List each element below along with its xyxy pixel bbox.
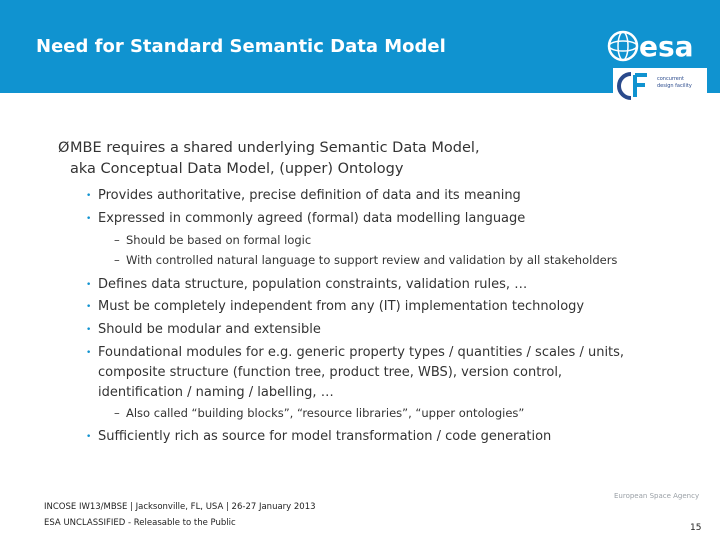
dash-icon: – <box>114 406 120 420</box>
cdf-logo-line2: design facility <box>657 83 692 89</box>
list-item <box>86 343 641 403</box>
arrow-bullet-icon: Ø <box>58 140 70 156</box>
sub-list-item <box>114 252 674 268</box>
cdf-logo-line1: concurrent <box>657 76 685 82</box>
sub-list-item-text: Also called “building blocks”, “resource libraries”, “upper ontologies” <box>126 406 525 420</box>
main-bullet <box>58 138 578 180</box>
list-item-text: Provides authoritative, precise definition of data and its meaning <box>98 188 521 203</box>
bullet-icon: • <box>86 302 92 312</box>
footer-event: INCOSE IW13/MBSE | Jacksonville, FL, USA | 26-27 January 2013 <box>44 502 316 512</box>
list-item-text: Defines data structure, population constraints, validation rules, … <box>98 277 528 292</box>
sub-list-item-text: Should be based on formal logic <box>126 233 312 247</box>
sub-list-item-text: With controlled natural language to support review and validation by all stakeholders <box>126 253 618 267</box>
esa-logo-text: esa <box>639 30 694 63</box>
list-item <box>86 275 646 295</box>
bullet-icon: • <box>86 214 92 224</box>
page-number: 15 <box>690 523 702 533</box>
list-item-text: Expressed in commonly agreed (formal) data modelling language <box>98 211 526 226</box>
footer-classification: ESA UNCLASSIFIED - Releasable to the Public <box>44 518 236 528</box>
list-item <box>86 427 646 447</box>
list-item-text: Should be modular and extensible <box>98 322 321 337</box>
list-item-text: Sufficiently rich as source for model transformation / code generation <box>98 429 552 444</box>
sub-list-item <box>114 232 674 248</box>
list-item <box>86 297 646 317</box>
list-item <box>86 320 646 340</box>
footer-agency-name: European Space Agency <box>614 492 700 500</box>
list-item <box>86 209 646 229</box>
bullet-icon: • <box>86 280 92 290</box>
list-item <box>86 186 646 206</box>
dash-icon: – <box>114 233 120 247</box>
bullet-icon: • <box>86 348 92 358</box>
list-item-text: Must be completely independent from any (IT) implementation technology <box>98 299 585 314</box>
dash-icon: – <box>114 253 120 267</box>
main-bullet-line1: MBE requires a shared underlying Semantic Data Model, <box>70 140 480 156</box>
main-bullet-line2: aka Conceptual Data Model, (upper) Ontology <box>70 161 404 177</box>
list-item-text: Foundational modules for e.g. generic property types / quantities / scales / units, composite structure (function tree, product tree, WBS), version control, identification / naming / labelling, … <box>98 345 625 400</box>
bullet-icon: • <box>86 432 92 442</box>
slide-title: Need for Standard Semantic Data Model <box>36 36 446 57</box>
sub-list-item <box>114 405 674 421</box>
bullet-icon: • <box>86 325 92 335</box>
bullet-icon: • <box>86 191 92 201</box>
